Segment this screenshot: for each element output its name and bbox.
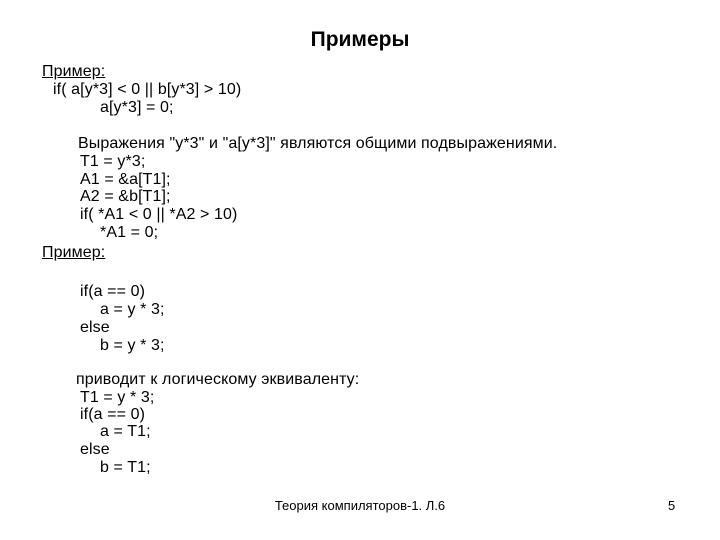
example-1-result-line-1: T1 = y*3;: [80, 153, 146, 170]
example-1-explanation: Выражения "y*3" и "a[y*3]" являются общими подвыражениями.: [78, 135, 558, 152]
example-2-code-line-2: a = y * 3;: [100, 301, 165, 318]
example-2-code-line-4: b = y * 3;: [100, 337, 165, 354]
example-1-result-line-4: if( *A1 < 0 || *A2 > 10): [80, 206, 238, 223]
example-2-result-line-5: b = T1;: [100, 459, 151, 476]
example-1-result-line-5: *A1 = 0;: [100, 224, 159, 241]
example-2-code-line-1: if(a == 0): [80, 283, 146, 300]
example-2-code-line-3: else: [80, 319, 110, 336]
slide-title: Примеры: [310, 28, 410, 51]
example-2-result-line-1: T1 = y * 3;: [80, 389, 155, 406]
example-1-result-line-2: A1 = &a[T1];: [80, 171, 171, 188]
example-1-code-line-1: if( a[y*3] < 0 || b[y*3] > 10): [53, 81, 242, 98]
example-1-result-line-3: A2 = &b[T1];: [80, 188, 171, 205]
example-1-label: Пример:: [42, 63, 106, 80]
example-2-explanation: приводит к логическому эквиваленту:: [76, 371, 360, 388]
example-2-result-line-3: a = T1;: [100, 423, 151, 440]
footer-text: Теория компиляторов-1. Л.6: [274, 498, 446, 513]
example-2-label: Пример:: [42, 244, 106, 261]
example-1-code-line-2: a[y*3] = 0;: [100, 99, 174, 116]
example-2-result-line-4: else: [80, 441, 110, 458]
example-2-result-line-2: if(a == 0): [80, 406, 146, 423]
page-number: 5: [668, 498, 676, 513]
